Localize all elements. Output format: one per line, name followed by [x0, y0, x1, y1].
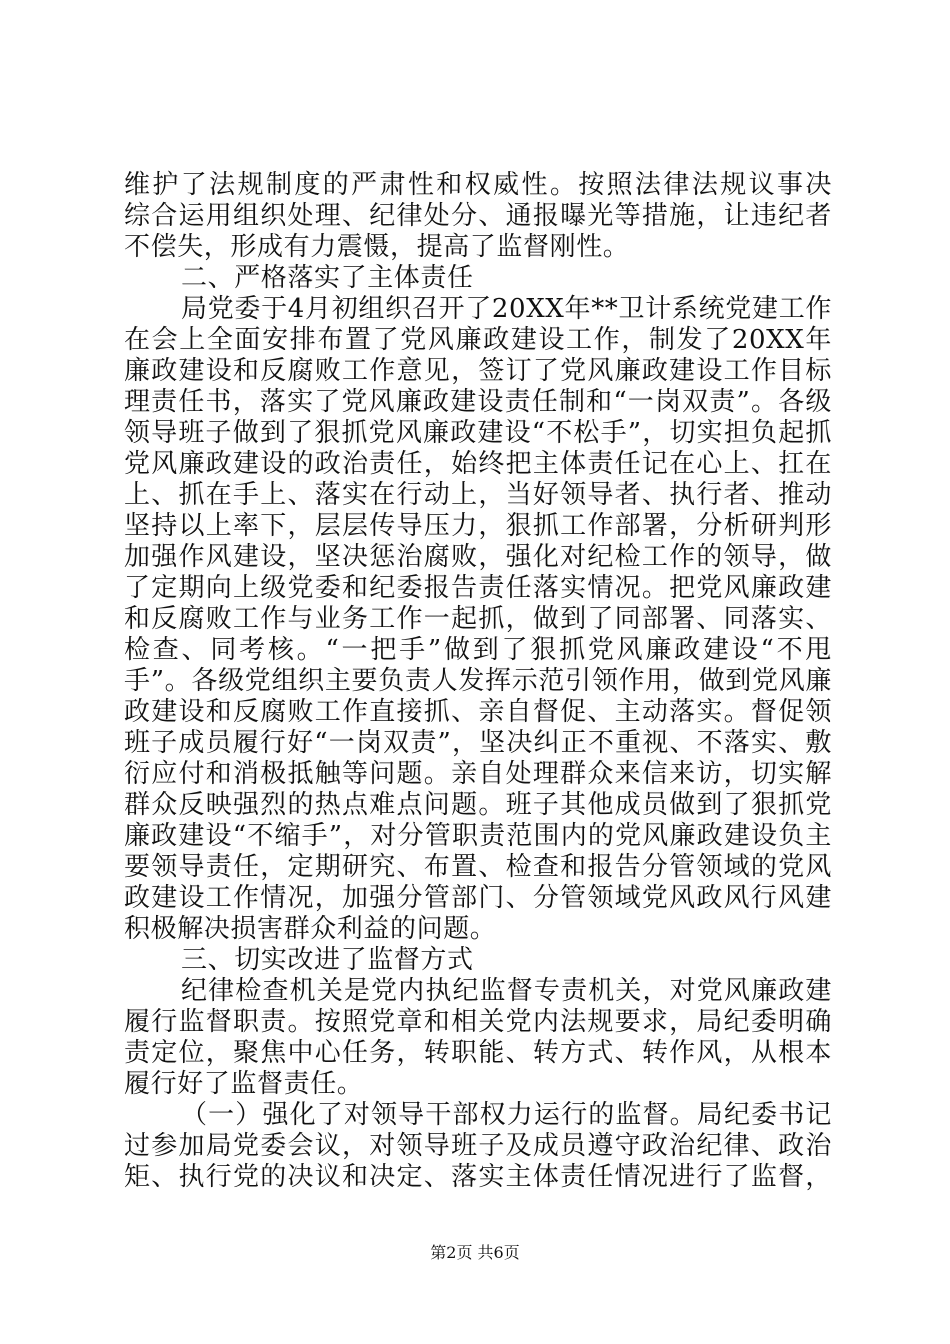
text-line: 纪律检查机关是党内执纪监督专责机关，对党风廉政建 — [181, 976, 832, 1006]
text-line: 坚持以上率下，层层传导压力，狠抓工作部署，分析研判形 — [124, 511, 832, 541]
text-line: 理责任书，落实了党风廉政建设责任制和“一岗双责”。各级 — [124, 387, 832, 417]
text-line: 加强作风建设，坚决惩治腐败，强化对纪检工作的领导，做 — [124, 542, 832, 572]
text-line: 不偿失，形成有力震慑，提高了监督刚性。 — [124, 232, 630, 262]
text-line: 在会上全面安排布置了党风廉政建设工作，制发了20XX年 — [124, 325, 832, 355]
text-line: 检查、同考核。“一把手”做到了狠抓党风廉政建设“不甩 — [124, 635, 832, 665]
text-line: 党风廉政建设的政治责任，始终把主体责任记在心上、扛在 — [124, 449, 832, 479]
text-line: 履行监督职责。按照党章和相关党内法规要求，局纪委明确 — [124, 1007, 832, 1037]
text-line: 和反腐败工作与业务工作一起抓，做到了同部署、同落实、 — [124, 604, 832, 634]
text-line: 要领导责任，定期研究、布置、检查和报告分管领域的党风 — [124, 852, 832, 882]
text-line: 班子成员履行好“一岗双责”，坚决纠正不重视、不落实、敷 — [124, 728, 832, 758]
text-line: 履行好了监督责任。 — [124, 1069, 364, 1099]
text-line: 矩、执行党的决议和决定、落实主体责任情况进行了监督， — [124, 1162, 832, 1192]
text-line: 维护了法规制度的严肃性和权威性。按照法律法规议事决 — [124, 170, 832, 200]
text-line: 过参加局党委会议，对领导班子及成员遵守政治纪律、政治 — [124, 1131, 832, 1161]
text-line: 廉政建设和反腐败工作意见，签订了党风廉政建设工作目标 — [124, 356, 832, 386]
text-line: 领导班子做到了狠抓党风廉政建设“不松手”，切实担负起抓 — [124, 418, 832, 448]
document-body — [124, 170, 832, 1193]
text-line: 群众反映强烈的热点难点问题。班子其他成员做到了狠抓党 — [124, 790, 832, 820]
text-line: 政建设和反腐败工作直接抓、亲自督促、主动落实。督促领 — [124, 697, 832, 727]
text-line: （一）强化了对领导干部权力运行的监督。局纪委书记 — [181, 1100, 832, 1130]
text-line: 廉政建设“不缩手”，对分管职责范围内的党风廉政建设负主 — [124, 821, 832, 851]
text-line: 政建设工作情况，加强分管部门、分管领域党风政风行风建 — [124, 883, 832, 913]
text-line: 上、抓在手上、落实在行动上，当好领导者、执行者、推动 — [124, 480, 832, 510]
text-line: 手”。各级党组织主要负责人发挥示范引领作用，做到党风廉 — [124, 666, 832, 696]
text-line: 了定期向上级党委和纪委报告责任落实情况。把党风廉政建 — [124, 573, 832, 603]
text-line: 二、严格落实了主体责任 — [181, 263, 474, 293]
text-line: 综合运用组织处理、纪律处分、通报曝光等措施，让违纪者 — [124, 201, 832, 231]
text-line: 积极解决损害群众利益的问题。 — [124, 914, 497, 944]
text-line: 局党委于4月初组织召开了20XX年**卫计系统党建工作 — [181, 294, 832, 324]
text-line: 三、切实改进了监督方式 — [181, 945, 474, 975]
text-line: 责定位，聚焦中心任务，转职能、转方式、转作风，从根本 — [124, 1038, 832, 1068]
page-footer: 第2页 共6页 — [430, 1243, 520, 1262]
text-line: 衍应付和消极抵触等问题。亲自处理群众来信来访，切实解 — [124, 759, 832, 789]
